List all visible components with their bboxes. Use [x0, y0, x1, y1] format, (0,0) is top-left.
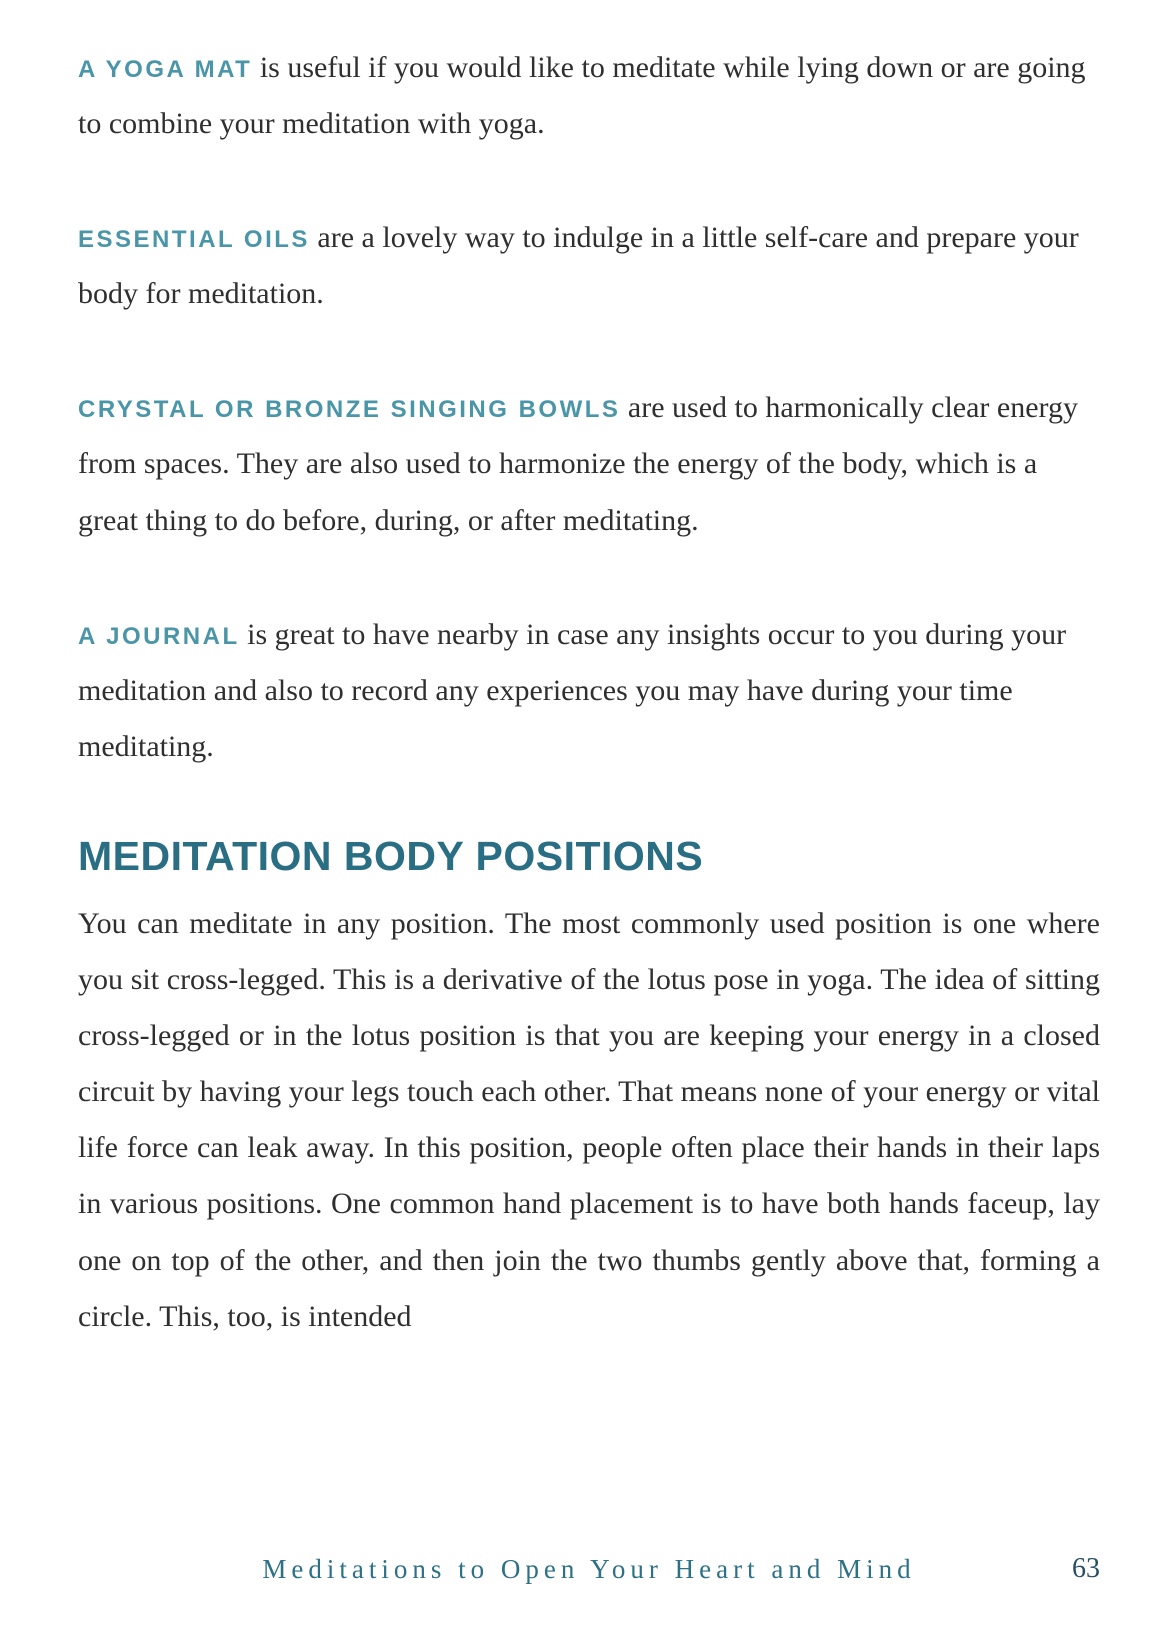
section-heading: MEDITATION BODY POSITIONS: [78, 832, 704, 879]
paragraph-text: are used to harmonically clear energy from spaces. They are also used to harmonize the energy of the body, which is a great thing to do before, during, or after meditating.: [78, 391, 1078, 537]
lead-in-essential-oils: ESSENTIAL OILS: [78, 226, 310, 254]
paragraph-journal: [78, 607, 1100, 775]
paragraph-text: is great to have nearby in case any insights occur to you during your meditation and also to record any experiences you may have during your time meditating.: [78, 617, 1067, 763]
page-content: [78, 40, 1100, 1531]
page-number: 63: [1072, 1553, 1100, 1584]
lead-in-singing-bowls: CRYSTAL OR BRONZE SINGING BOWLS: [78, 396, 621, 424]
lead-in-yoga-mat: A YOGA MAT: [78, 56, 253, 83]
paragraph-singing-bowls: [78, 380, 1100, 548]
running-footer-title: Meditations to Open Your Heart and Mind: [262, 1554, 916, 1584]
section-body-paragraph: You can meditate in any position. The most commonly used position is one where you sit cross-legged. This is a derivative of the lotus pose in yoga. The idea of sitting cross-legged or in the lotus position is that you are keeping your energy in a closed circuit by having your legs touch each other. That means none of your energy or vital life force can leak away. In this position, people often place their hands in their laps in various positions. One common hand placement is to have both hands faceup, lay one on top of the other, and then join the two thumbs gently above that, forming a circle. This, too, is intended: [78, 906, 1100, 1333]
paragraph-essential-oils: [78, 210, 1100, 322]
page-footer: [78, 1541, 1100, 1585]
paragraph-text: are a lovely way to indulge in a little self-care and prepare your body for meditation.: [78, 221, 1079, 311]
paragraph-text: is useful if you would like to meditate while lying down or are going to combine your meditation with yoga.: [78, 51, 1086, 141]
lead-in-journal: A JOURNAL: [78, 622, 240, 650]
paragraph-yoga-mat: [78, 40, 1100, 152]
